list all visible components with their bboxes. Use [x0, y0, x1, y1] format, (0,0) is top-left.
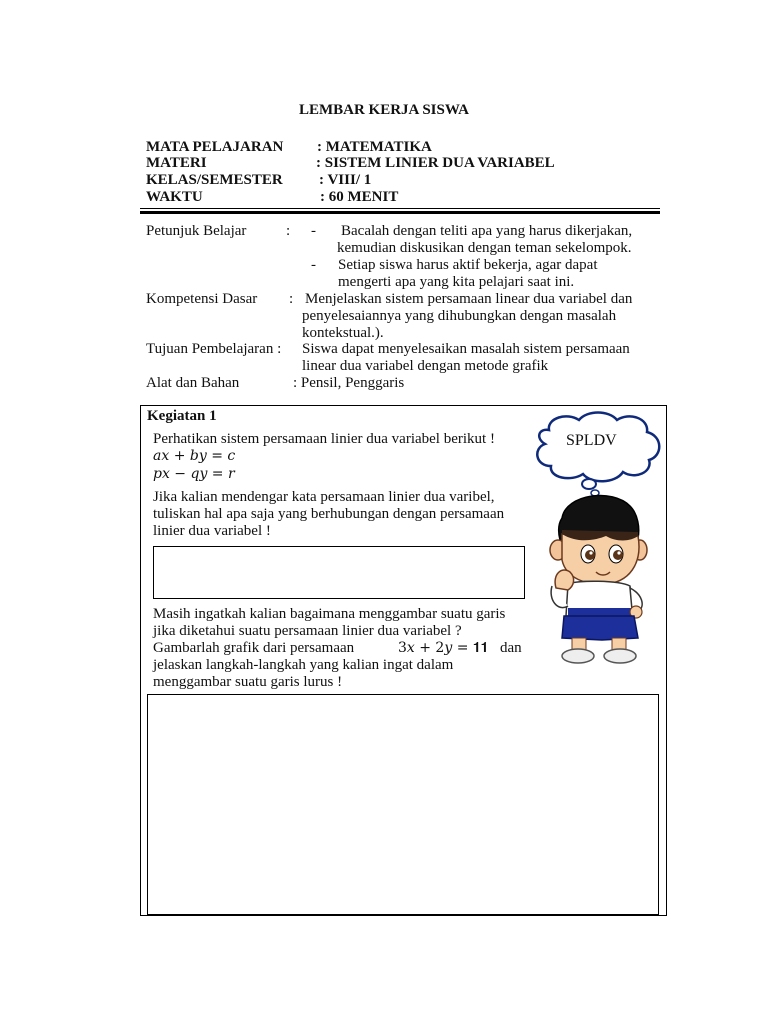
- question2-line-3b: dan: [500, 640, 522, 656]
- petunjuk-dash-1: -: [311, 223, 316, 239]
- question2-line-3a: Gambarlah grafik dari persamaan: [153, 640, 355, 656]
- header-rule-thick: [140, 211, 660, 214]
- question2-equation: 3𝑥 + 2𝑦 = 𝟏𝟏: [398, 640, 489, 656]
- petunjuk-label: Petunjuk Belajar: [146, 223, 247, 239]
- meta-label-time: WAKTU: [146, 189, 203, 205]
- thought-bubble: [527, 408, 667, 498]
- tujuan-line-2: linear dua variabel dengan metode grafik: [302, 358, 549, 374]
- kegiatan-heading: Kegiatan 1: [147, 408, 217, 424]
- alat-label: Alat dan Bahan: [146, 375, 240, 391]
- kompetensi-line-3: kontekstual.).: [302, 325, 384, 341]
- petunjuk-line-4: mengerti apa yang kita pelajari saat ini.: [338, 274, 575, 290]
- petunjuk-colon: :: [286, 223, 291, 239]
- alat-value: : Pensil, Penggaris: [293, 375, 405, 391]
- answer-box-1[interactable]: [153, 546, 525, 599]
- question2-line-5: menggambar suatu garis lurus !: [153, 674, 343, 690]
- worksheet-title: LEMBAR KERJA SISWA: [298, 102, 470, 118]
- equation-2: 𝑝𝑥 − 𝑞𝑦 = 𝑟: [153, 466, 235, 482]
- question2-line-4: jelaskan langkah-langkah yang kalian ingat dalam: [153, 657, 454, 673]
- petunjuk-line-1: Bacalah dengan teliti apa yang harus dikerjakan,: [341, 223, 633, 239]
- meta-label-material: MATERI: [146, 155, 207, 171]
- meta-label-class: KELAS/SEMESTER: [146, 172, 283, 188]
- meta-value-material: : SISTEM LINIER DUA VARIABEL: [316, 155, 555, 171]
- petunjuk-line-3: Setiap siswa harus aktif bekerja, agar dapat: [338, 257, 598, 273]
- petunjuk-line-2: kemudian diskusikan dengan teman sekelompok.: [337, 240, 632, 256]
- question1-line-3: linier dua variabel !: [153, 523, 271, 539]
- meta-value-class: : VIII/ 1: [319, 172, 372, 188]
- kompetensi-line-1: Menjelaskan sistem persamaan linear dua variabel dan: [305, 291, 633, 307]
- tujuan-line-1: Siswa dapat menyelesaikan masalah sistem persamaan: [302, 341, 630, 357]
- bubble-text: SPLDV: [566, 432, 617, 449]
- thinking-boy-illustration: [538, 488, 648, 666]
- header-rule-thin: [140, 208, 660, 209]
- kegiatan-intro: Perhatikan sistem persamaan linier dua variabel berikut !: [153, 431, 495, 447]
- meta-label-subject: MATA PELAJARAN: [146, 139, 284, 155]
- meta-value-time: : 60 MENIT: [320, 189, 399, 205]
- kompetensi-label: Kompetensi Dasar: [146, 291, 258, 307]
- question2-line-1: Masih ingatkah kalian bagaimana menggambar suatu garis: [153, 606, 506, 622]
- question1-line-1: Jika kalian mendengar kata persamaan linier dua varibel,: [153, 489, 495, 505]
- answer-box-2[interactable]: [147, 694, 659, 915]
- tujuan-label: Tujuan Pembelajaran :: [146, 341, 282, 357]
- question2-line-2: jika diketahui suatu persamaan linier dua variabel ?: [153, 623, 462, 639]
- kompetensi-line-2: penyelesaiannya yang dihubungkan dengan masalah: [302, 308, 617, 324]
- kompetensi-colon: :: [289, 291, 294, 307]
- petunjuk-dash-2: -: [311, 257, 316, 273]
- question1-line-2: tuliskan hal apa saja yang berhubungan dengan persamaan: [153, 506, 505, 522]
- equation-1: 𝑎𝑥 + 𝑏𝑦 = 𝑐: [153, 448, 236, 464]
- meta-value-subject: : MATEMATIKA: [317, 139, 432, 155]
